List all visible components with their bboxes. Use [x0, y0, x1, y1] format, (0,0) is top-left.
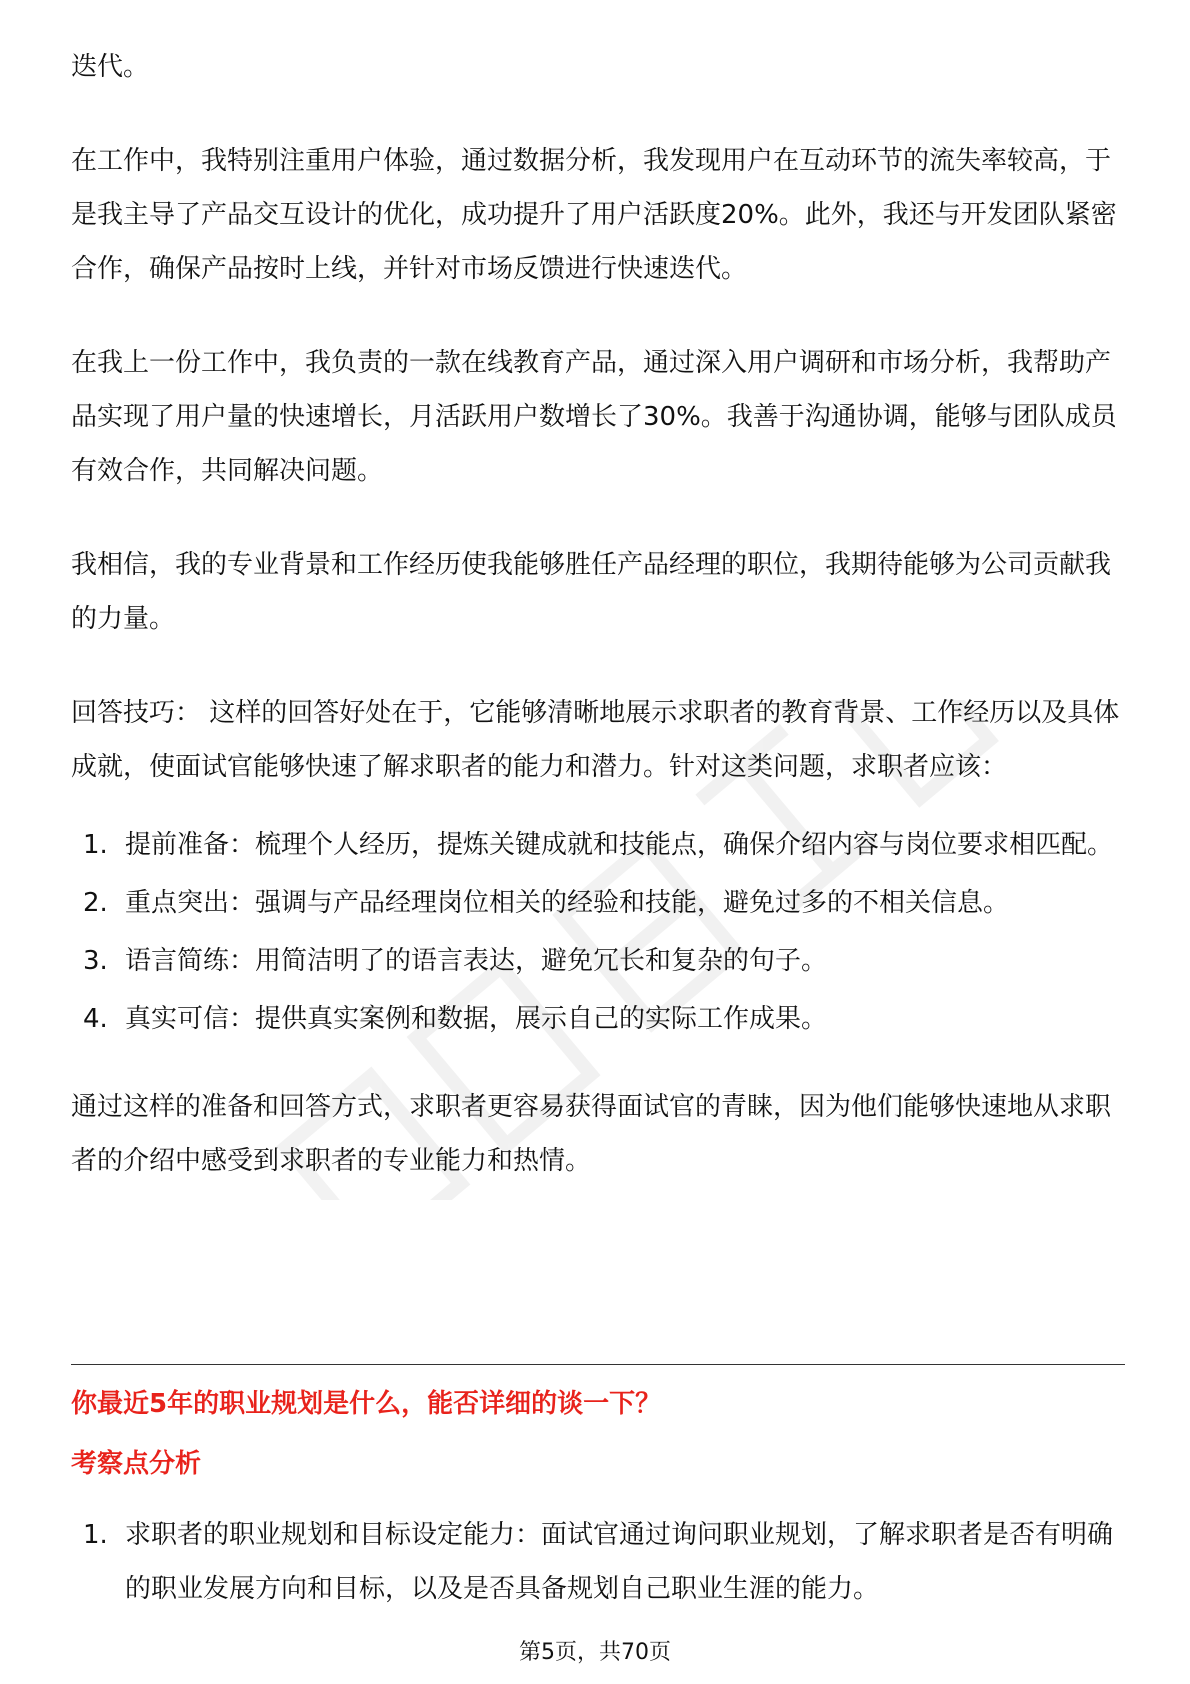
list-item: 1. 求职者的职业规划和目标设定能力：面试官通过询问职业规划，了解求职者是否有明确的职业发展方向和目标，以及是否具备规划自己职业生涯的能力。: [83, 1520, 1114, 1604]
paragraph-work-experience: 在工作中，我特别注重用户体验，通过数据分析，我发现用户在互动环节的流失率较高，于是我主导了产品交互设计的优化，成功提升了用户活跃度20%。此外，我还与开发团队紧密合作，确保产品按时上线，并针对市场反馈进行快速迭代。: [71, 146, 1117, 284]
document-body: [71, 40, 1125, 1188]
list-item: 2. 重点突出：强调与产品经理岗位相关的经验和技能，避免过多的不相关信息。: [83, 888, 1010, 918]
page-number: 第5页，共70页: [519, 1640, 671, 1665]
paragraph-fragment: 迭代。: [71, 52, 150, 82]
paragraph-previous-job: 在我上一份工作中，我负责的一款在线教育产品，通过深入用户调研和市场分析，我帮助产品实现了用户量的快速增长，月活跃用户数增长了30%。我善于沟通协调，能够与团队成员有效合作，共同解决问题。: [71, 348, 1117, 486]
section-divider: [71, 1364, 1125, 1365]
paragraph-belief: 我相信，我的专业背景和工作经历使我能够胜任产品经理的职位，我期待能够为公司贡献我的力量。: [71, 550, 1112, 634]
analysis-points: [71, 1508, 1125, 1620]
paragraph-closing: 通过这样的准备和回答方式，求职者更容易获得面试官的青睐，因为他们能够快速地从求职者的介绍中感受到求职者的专业能力和热情。: [71, 1092, 1112, 1176]
list-item: 3. 语言简练：用简洁明了的语言表达，避免冗长和复杂的句子。: [83, 946, 828, 976]
list-item: 1. 提前准备：梳理个人经历，提炼关键成就和技能点，确保介绍内容与岗位要求相匹配。: [83, 830, 1114, 860]
tips-list: [71, 818, 1125, 1046]
paragraph-answer-tips: 回答技巧： 这样的回答好处在于，它能够清晰地展示求职者的教育背景、工作经历以及具体成就，使面试官能够快速了解求职者的能力和潜力。针对这类问题，求职者应该：: [71, 698, 1120, 782]
question-subtitle: 考察点分析: [71, 1449, 202, 1479]
list-item: 4. 真实可信：提供真实案例和数据，展示自己的实际工作成果。: [83, 1004, 828, 1034]
question-title: 你最近5年的职业规划是什么，能否详细的谈一下？: [71, 1389, 662, 1419]
